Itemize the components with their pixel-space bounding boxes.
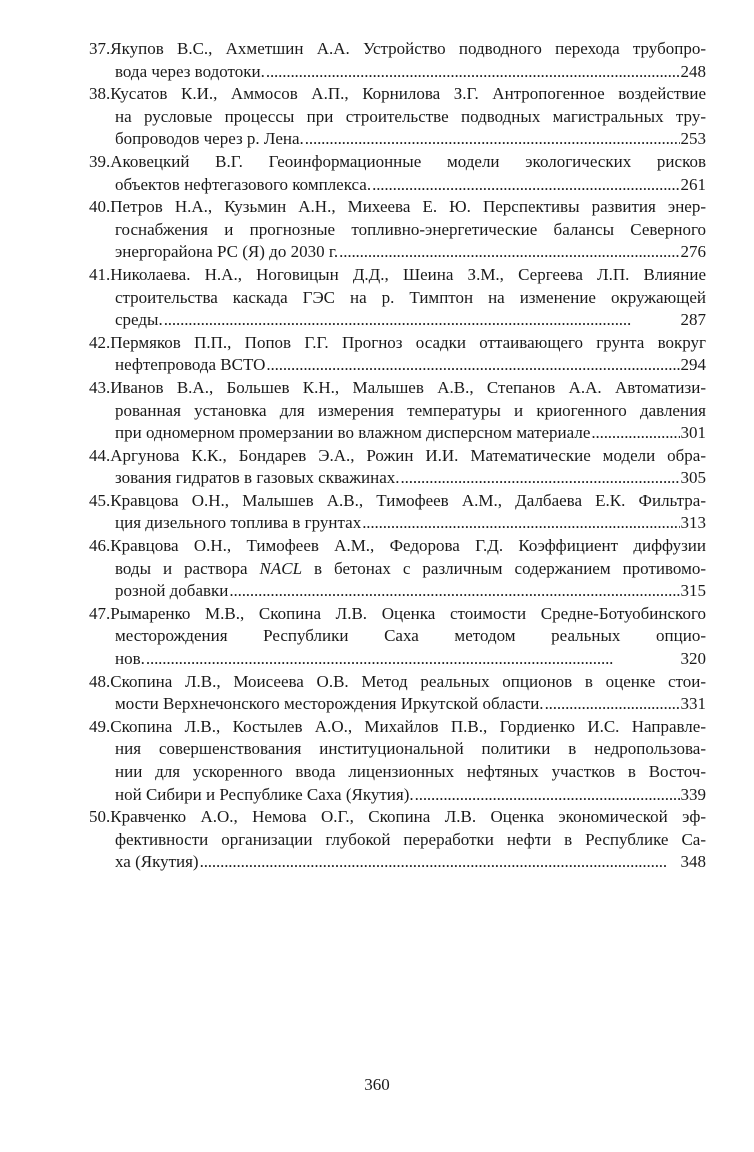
dot-leader (146, 648, 680, 671)
toc-entry-text: нов. (115, 649, 145, 669)
toc-entry-text: воды и раствора (115, 558, 260, 578)
toc-entry-page-link[interactable]: 301 (680, 423, 706, 443)
toc-entry-leader-line (115, 648, 706, 671)
toc-entry-text: фективности организации глубокой переработки нефти в Республике Са- (115, 829, 706, 849)
toc-entry (89, 535, 706, 603)
toc-entry-leader-line (115, 354, 706, 377)
toc-entry (89, 603, 706, 671)
toc-entry-leader-line (115, 241, 706, 264)
toc-entry-title-line (89, 151, 706, 174)
dot-leader (266, 354, 679, 377)
toc-entry-page-link[interactable]: 305 (680, 468, 706, 488)
toc-entry-text: Аргунова К.К., Бондарев Э.А., Рожин И.И. Математические модели обра- (110, 445, 706, 465)
toc-entry-continuation-line (115, 219, 706, 242)
toc-entry-text: Кравченко А.О., Немова О.Г., Скопина Л.В. Оценка экономической эф- (110, 807, 706, 827)
toc-entry (89, 38, 706, 83)
toc-entry-text: объектов нефтегазового комплекса. (115, 174, 372, 194)
toc-entry (89, 671, 706, 716)
toc-entry-text: вода через водотоки. (115, 61, 265, 81)
toc-entry-title-line (89, 716, 706, 739)
toc-entry (89, 264, 706, 332)
toc-entry-text: ха (Якутия) (115, 852, 199, 872)
toc-entry (89, 377, 706, 445)
toc-entry-text: Иванов В.А., Большев К.Н., Малышев А.В., Степанов А.А. Автоматизи- (110, 377, 706, 397)
toc-entry-page-link[interactable]: 294 (680, 355, 706, 375)
toc-entry-number: 37. (89, 39, 111, 58)
toc-entry (89, 196, 706, 264)
toc-entry-text: Аковецкий В.Г. Геоинформационные модели экологических рисков (110, 151, 706, 171)
toc-entry-text: Пермяков П.П., Попов Г.Г. Прогноз осадки оттаивающего грунта вокруг (110, 332, 706, 352)
dot-leader (362, 512, 679, 535)
toc-entry-leader-line (115, 309, 706, 332)
toc-entry-text: Кравцова О.Н., Тимофеев А.М., Федорова Г.Д. Коэффициент диффузии (110, 536, 706, 556)
toc-entry-page-link[interactable]: 320 (680, 649, 706, 669)
toc-entry-page-link[interactable]: 331 (680, 694, 706, 714)
toc-entry-title-line (89, 671, 706, 694)
toc-entry-text: Кусатов К.И., Аммосов А.П., Корнилова З.Г. Антропогенное воздействие (110, 84, 706, 104)
toc-entry (89, 83, 706, 151)
dot-leader (229, 580, 679, 603)
toc-entry-text: Якупов В.С., Ахметшин А.А. Устройство подводного перехода трубопро- (110, 39, 706, 58)
dot-leader (305, 128, 680, 151)
toc-entry (89, 716, 706, 806)
toc-entry-text: на русловые процессы при строительстве подводных магистральных тру- (115, 106, 706, 126)
toc-entry-text: среды. (115, 310, 163, 330)
toc-entry-continuation-line (115, 829, 706, 852)
toc-entry-text: зования гидратов в газовых скважинах. (115, 468, 400, 488)
toc-entry-number: 46. (89, 536, 111, 556)
toc-entry-page-link[interactable]: 313 (680, 513, 706, 533)
toc-entry-number: 49. (89, 716, 111, 736)
toc-entry (89, 445, 706, 490)
toc-entry (89, 806, 706, 874)
toc-entry-text: Скопина Л.В., Костылев А.О., Михайлов П.В., Гордиенко И.С. Направле- (110, 716, 706, 736)
toc-entry-title-line (89, 806, 706, 829)
toc-entry-text: Скопина Л.В., Моисеева О.В. Метод реальных опционов в оценке стои- (110, 671, 706, 691)
toc-entry-text: энергорайона РС (Я) до 2030 г. (115, 242, 339, 262)
toc-entry-continuation-line (115, 287, 706, 310)
dot-leader (164, 309, 680, 332)
toc-entry-leader-line (115, 512, 706, 535)
toc-entry-text: в бетонах с различным содержанием противомо- (302, 558, 706, 578)
toc-entry-title-line (89, 332, 706, 355)
toc-entry-continuation-line (115, 761, 706, 784)
toc-entry-number: 45. (89, 490, 111, 510)
toc-entry-text: Николаева. Н.А., Ноговицын Д.Д., Шеина З.М., Сергеева Л.П. Влияние (110, 264, 706, 284)
toc-entry-number: 48. (89, 671, 111, 691)
toc-entry-number: 40. (89, 197, 111, 217)
toc-entry-page-link[interactable]: 315 (680, 581, 706, 601)
toc-entry-leader-line (115, 851, 706, 874)
toc-entry-continuation-line (115, 400, 706, 423)
toc-entry-title-line (89, 535, 706, 558)
toc-entry-page-link[interactable]: 339 (680, 784, 706, 804)
toc-entry-leader-line (115, 422, 706, 445)
toc-entry-page-link[interactable]: 248 (680, 61, 706, 81)
toc-entry-number: 47. (89, 603, 111, 623)
toc-entry-text: рованная установка для измерения температуры и криогенного давления (115, 400, 706, 420)
toc-entry-title-line (89, 264, 706, 287)
dot-leader (545, 693, 680, 716)
toc-entry-continuation-line (115, 625, 706, 648)
toc-entry-leader-line (115, 784, 706, 807)
toc-entry (89, 490, 706, 535)
toc-entry-leader-line (115, 174, 706, 197)
toc-entry-text: нефтепровода ВСТО (115, 355, 266, 375)
toc-entry (89, 151, 706, 196)
toc-entry-text: мости Верхнечонского месторождения Иркутской области. (115, 694, 544, 714)
toc-entry-text: Кравцова О.Н., Малышев А.В., Тимофеев А.М., Далбаева Е.К. Фильтра- (110, 490, 706, 510)
toc-entry-title-line (89, 83, 706, 106)
dot-leader (372, 174, 679, 197)
toc-entry-number: 38. (89, 84, 111, 104)
toc-entry-continuation-line (115, 106, 706, 129)
toc-entry-number: 44. (89, 445, 111, 465)
toc-entry-continuation-line (115, 738, 706, 761)
table-of-contents (89, 38, 706, 874)
toc-entry-page-link[interactable]: 276 (680, 242, 706, 262)
toc-entry-leader-line (115, 128, 706, 151)
chemical-formula: NACL (259, 558, 303, 578)
toc-entry-page-link[interactable]: 261 (680, 174, 706, 194)
toc-entry-text: розной добавки (115, 581, 229, 601)
dot-leader (266, 61, 680, 84)
toc-entry-title-line (89, 445, 706, 468)
toc-entry-text: ния совершенствования институциональной политики в недропользова- (115, 739, 706, 759)
toc-entry-number: 39. (89, 151, 111, 171)
toc-entry-number: 43. (89, 377, 111, 397)
dot-leader (591, 422, 679, 445)
dot-leader (401, 467, 680, 490)
dot-leader (415, 784, 680, 807)
toc-entry-title-line (89, 603, 706, 626)
toc-entry-page-link[interactable]: 287 (680, 310, 706, 330)
toc-entry-page-link[interactable]: 348 (680, 852, 706, 872)
toc-entry-number: 42. (89, 332, 111, 352)
toc-entry-leader-line (115, 580, 706, 603)
toc-entry-text: ция дизельного топлива в грунтах (115, 513, 362, 533)
dot-leader (200, 851, 680, 874)
toc-entry-text: Петров Н.А., Кузьмин А.Н., Михеева Е. Ю. Перспективы развития энер- (110, 197, 706, 217)
toc-entry-number: 41. (89, 264, 111, 284)
toc-entry-page-link[interactable]: 253 (680, 129, 706, 149)
dot-leader (339, 241, 679, 264)
toc-entry-number: 50. (89, 807, 111, 827)
toc-entry-leader-line (115, 467, 706, 490)
toc-entry-title-line (89, 377, 706, 400)
toc-entry-text: при одномерном промерзании во влажном дисперсном материале (115, 423, 591, 443)
toc-entry-text: строительства каскада ГЭС на р. Тимптон на изменение окружающей (115, 287, 706, 307)
toc-entry-text: нии для ускоренного ввода лицензионных нефтяных участков в Восточ- (115, 762, 706, 781)
toc-entry-text: Рымаренко М.В., Скопина Л.В. Оценка стоимости Средне-Ботуобинского (110, 603, 706, 623)
toc-entry-text: месторождения Республики Саха методом реальных опцио- (115, 626, 706, 646)
toc-entry (89, 332, 706, 377)
toc-entry-leader-line (115, 693, 706, 716)
toc-entry-title-line (89, 490, 706, 513)
toc-entry-leader-line (115, 61, 706, 84)
toc-entry-text: ной Сибири и Республике Саха (Якутия). (115, 784, 414, 804)
toc-entry-text: бопроводов через р. Лена. (115, 129, 304, 149)
toc-entry-title-line (89, 196, 706, 219)
page-number: 360 (364, 1075, 390, 1094)
toc-entry-title-line (89, 38, 706, 61)
toc-entry-continuation-line (115, 558, 706, 581)
toc-entry-text: госнабжения и прогнозные топливно-энергетические балансы Северного (115, 219, 706, 239)
